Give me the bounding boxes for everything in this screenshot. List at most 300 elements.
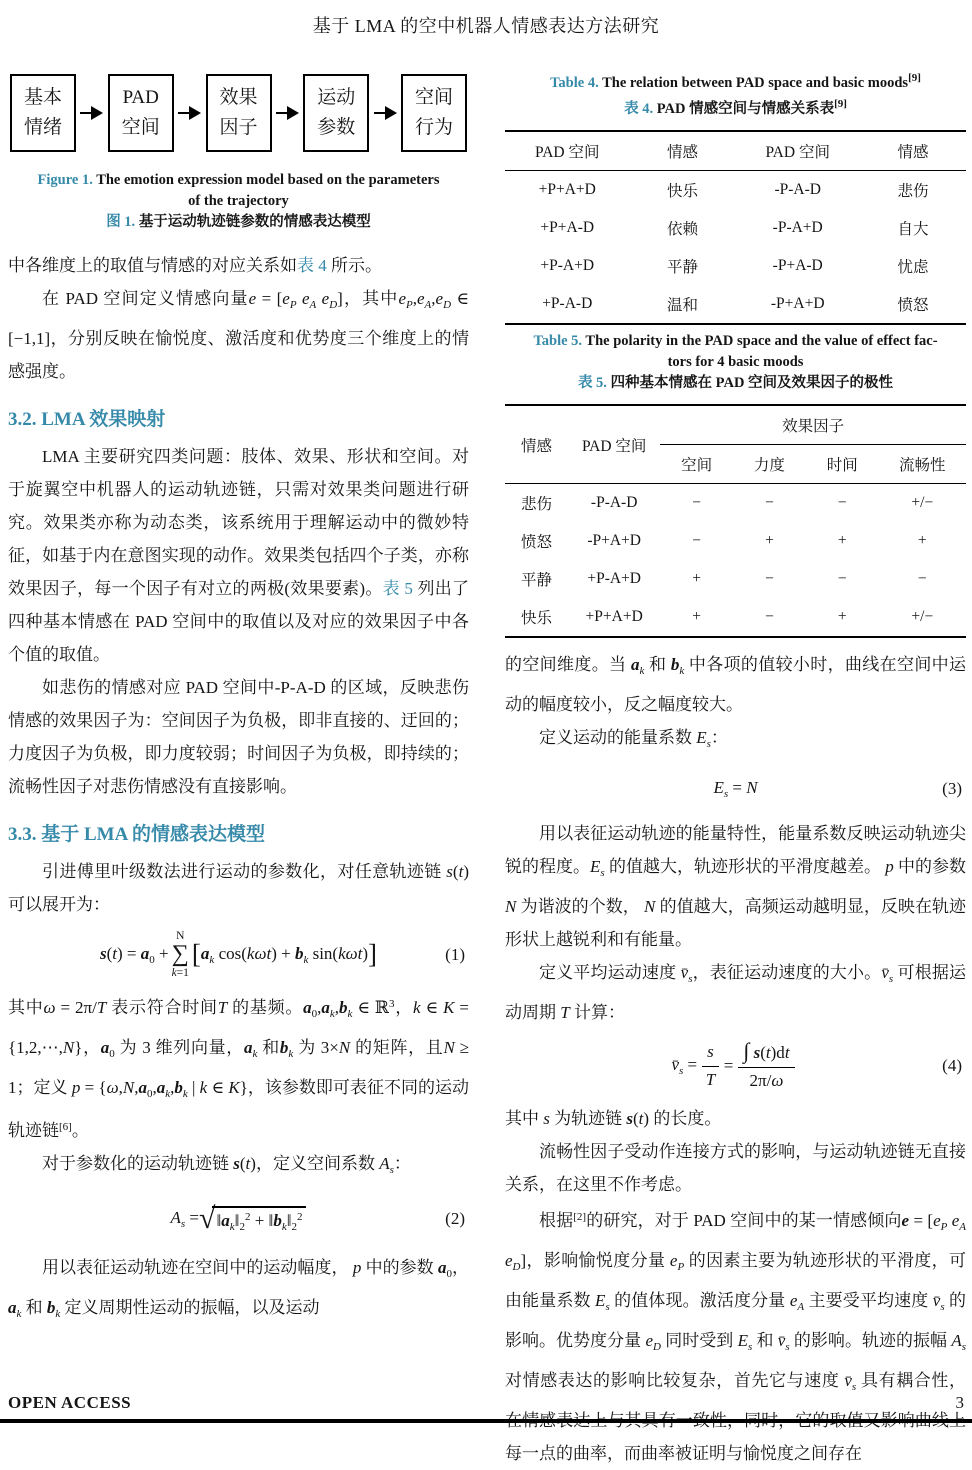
- text-segment: (: [452, 862, 459, 881]
- equation-4: [505, 1038, 966, 1093]
- text-segment: b: [338, 998, 348, 1017]
- text-segment: e: [645, 1331, 653, 1350]
- text-segment: 和: [21, 1298, 47, 1317]
- text-segment: 其中: [8, 998, 44, 1017]
- text-segment: ω: [254, 943, 267, 963]
- text-segment: N: [62, 1038, 75, 1057]
- table-cell: -P+A+D: [587, 532, 641, 549]
- paragraph-param: [8, 1147, 469, 1187]
- text-segment: ω: [345, 943, 358, 963]
- text-segment: 的矩阵，且: [350, 1038, 444, 1057]
- text-segment: b: [46, 1298, 56, 1317]
- caption-text: The relation between PAD space and basic moods: [598, 75, 909, 91]
- sum-upper-limit: N: [176, 930, 185, 942]
- flow-box-line: 空间: [121, 117, 160, 138]
- text-segment: 的基频。: [227, 998, 304, 1017]
- text-segment: }，该参数即可表征不同的运动轨迹链: [8, 1078, 470, 1140]
- figure1-caption-en: [8, 170, 469, 212]
- text-segment: A: [424, 299, 432, 311]
- text-segment: s: [446, 862, 453, 881]
- text-segment: E: [595, 1291, 606, 1310]
- text-segment: T: [705, 1070, 716, 1089]
- sum-lower-limit: [172, 967, 189, 979]
- text-segment: P: [940, 1221, 948, 1233]
- table-cell: -P-A-D: [590, 494, 638, 511]
- text-segment: s: [753, 1043, 761, 1062]
- text-segment: A: [951, 1331, 962, 1350]
- text-segment: ，表征运动速度的大小。: [692, 963, 882, 982]
- text-segment: 2: [244, 1211, 251, 1223]
- paragraph-lma-effect: [8, 440, 469, 671]
- left-column: [8, 62, 469, 1470]
- table-row: [505, 560, 966, 598]
- fraction: [702, 1039, 719, 1092]
- running-head-title: 基于 LMA 的空中机器人情感表达方法研究: [312, 16, 660, 36]
- text-segment: 2: [296, 1211, 303, 1223]
- text-segment: a: [630, 655, 640, 674]
- text-segment: 的研究，对于 PAD 空间中的某一情感倾向: [586, 1211, 902, 1230]
- text-segment: k: [338, 943, 346, 963]
- figure1-caption: [8, 170, 469, 233]
- text-segment: a: [303, 998, 312, 1017]
- cross-reference-link[interactable]: 表 5: [382, 579, 413, 598]
- column-header: PAD 空间: [568, 405, 660, 484]
- text-segment: ) 的长度。: [643, 1109, 722, 1128]
- text-segment: k: [329, 1008, 335, 1020]
- text-segment: ,: [412, 289, 417, 308]
- text-segment: ) +: [271, 943, 295, 963]
- flow-box-line: 基本: [23, 87, 62, 108]
- text-segment: a: [140, 943, 150, 963]
- table4-header: [505, 131, 966, 171]
- text-segment: 和: [257, 1038, 280, 1057]
- text-segment: s: [723, 788, 729, 800]
- paper-page: [0, 12, 972, 1463]
- text-segment: ≥ 1；定义: [8, 1038, 470, 1097]
- text-segment: t: [245, 1154, 251, 1173]
- text-segment: T: [217, 998, 228, 1017]
- table-cell: −: [765, 570, 774, 587]
- text-segment: b: [670, 655, 680, 674]
- citation-ref: [9]: [834, 98, 847, 110]
- equation-lhs: [671, 1055, 697, 1077]
- text-segment: 根据: [539, 1211, 574, 1230]
- text-segment: ) =: [116, 943, 141, 963]
- text-segment: LMA 主要研究四类问题：肢体、效果、形状和空间。对于旋翼空中机器人的运动轨迹链，只需对效果类问题进行研究。效果类亦称为动态类，该系统用于理解运动中的微妙特征，如基于内在意图实现的动作。效果类包括四个子类，亦称效果因子，每一个因子有对立的两极(效果要素)。: [8, 447, 469, 598]
- text-segment: A: [170, 1208, 181, 1227]
- text-segment: ∈: [420, 998, 444, 1017]
- text-segment: }，: [74, 1038, 101, 1057]
- text-segment: b: [174, 1078, 183, 1097]
- text-segment: =: [185, 1208, 200, 1227]
- equation-1: [8, 930, 469, 979]
- text-segment: = {: [80, 1078, 107, 1097]
- text-segment: 2: [239, 1221, 245, 1233]
- text-segment: K: [443, 998, 455, 1017]
- text-segment: 可根据运动周期: [505, 963, 967, 1022]
- flow-box-effect-factor: [206, 74, 272, 152]
- sigma-icon: ∑: [171, 941, 189, 967]
- table-row: [505, 171, 966, 210]
- radical-icon: √: [199, 1202, 216, 1235]
- text-segment: ‖: [216, 1211, 222, 1230]
- table-cell: +: [917, 532, 927, 549]
- text-segment: t: [638, 1109, 644, 1128]
- text-segment: s: [688, 973, 693, 985]
- text-segment: k: [679, 665, 685, 677]
- text-segment: v̄: [932, 1291, 941, 1310]
- text-segment: =: [683, 1054, 698, 1074]
- text-segment: e: [933, 1211, 941, 1230]
- table-row: [505, 247, 966, 285]
- paragraph-fourier: [8, 855, 469, 921]
- table-cell: -P-A-D: [774, 181, 821, 198]
- text-segment: s: [747, 1341, 753, 1353]
- text-segment: 列出了四种基本情感在 PAD 空间中的取值以及对应的效果因子中各个值的取值。: [8, 579, 470, 664]
- two-column-layout: [0, 38, 972, 1470]
- text-segment: =1: [176, 967, 189, 979]
- text-segment: e: [435, 289, 444, 308]
- table-row: [505, 405, 966, 445]
- text-segment: 的值越大，高频运动越明显，反映在轨迹形状上越锐利和有能量。: [505, 897, 966, 949]
- table-row: [505, 285, 966, 324]
- text-segment: 的影响。轨迹的振幅: [789, 1331, 952, 1350]
- column-header: 情感: [505, 405, 568, 484]
- text-segment: 用以表征运动轨迹的能量特性，能量系数反映运动轨迹尖锐的程度。: [505, 824, 966, 876]
- text-segment: D: [443, 299, 452, 311]
- text-segment: ,: [334, 998, 339, 1017]
- table-cell: −: [692, 532, 702, 549]
- paragraph-velocity: [505, 956, 966, 1029]
- table-cell: +: [765, 532, 774, 549]
- table-row: [505, 522, 966, 560]
- table-cell: -P-A+D: [772, 219, 823, 236]
- text-segment: 所示。: [326, 256, 382, 275]
- text-segment: s: [600, 867, 605, 879]
- table4-pad-emotion: [505, 130, 966, 325]
- text-segment: s: [785, 1341, 790, 1353]
- numerator: [738, 1038, 794, 1068]
- text-segment: s: [706, 738, 711, 750]
- text-segment: k: [281, 1221, 287, 1233]
- text-segment: ω: [43, 998, 56, 1017]
- column-header: 情感: [860, 131, 966, 171]
- text-segment: ‖: [286, 1211, 292, 1230]
- text-segment: K: [228, 1078, 240, 1097]
- column-header: PAD 空间: [505, 131, 629, 171]
- text-segment: [6]: [59, 1121, 72, 1133]
- table-cell: 平静: [666, 259, 698, 276]
- table-cell: 自大: [897, 221, 929, 238]
- figure1-caption-zh: [8, 212, 469, 233]
- paragraph-sad-example: [8, 671, 469, 803]
- text-segment: = {1,2,⋯,: [8, 998, 470, 1057]
- text-segment: t: [112, 943, 117, 963]
- text-segment: ：: [393, 1154, 411, 1173]
- text-segment: 用以表征运动轨迹在空间中的运动幅度，: [42, 1258, 353, 1277]
- text-segment: (: [760, 1043, 766, 1062]
- table-cell: 愤怒: [897, 297, 929, 314]
- text-segment: ，: [394, 998, 413, 1017]
- paragraph-dimensions: [8, 249, 469, 282]
- table-label: 表 4.: [624, 101, 654, 117]
- table-cell: 快乐: [666, 183, 698, 200]
- text-segment: s: [543, 1109, 550, 1128]
- column-header: PAD 空间: [735, 131, 859, 171]
- text-segment: t: [765, 1043, 771, 1062]
- text-segment: 定义运动的能量系数: [539, 728, 697, 747]
- text-segment: P: [289, 299, 297, 311]
- text-segment: t: [784, 1043, 790, 1062]
- table-cell: +P-A+D: [540, 257, 595, 274]
- text-segment: 和: [752, 1331, 778, 1350]
- text-segment: ,: [431, 289, 436, 308]
- table-cell: −: [692, 494, 702, 511]
- text-segment: cos(: [214, 943, 247, 963]
- text-segment: = [: [909, 1211, 934, 1230]
- text-segment: 。: [71, 1121, 89, 1140]
- text-segment: D: [652, 1341, 661, 1353]
- bottom-rule: [0, 1419, 972, 1423]
- cross-reference-link[interactable]: 表 4: [297, 256, 327, 275]
- text-segment: 中的参数: [361, 1258, 438, 1277]
- fraction: [738, 1038, 794, 1093]
- text-segment: 主要受平均速度: [804, 1291, 933, 1310]
- text-segment: v̄: [777, 1331, 786, 1350]
- table-cell: +/−: [911, 608, 934, 625]
- text-segment: ): [362, 943, 369, 963]
- text-segment: ∈ [−1,1]，分别反映在愉悦度、激活度和优势度三个维度上的情感强度。: [8, 289, 470, 381]
- text-segment: 为谐波的个数，: [516, 897, 645, 916]
- radicand: [212, 1206, 306, 1233]
- column-header: 情感: [629, 131, 735, 171]
- table-cell: 悲伤: [897, 183, 929, 200]
- open-access-label: OPEN ACCESS: [8, 1393, 132, 1412]
- text-segment: v̄: [881, 963, 889, 982]
- text-segment: ：: [710, 728, 728, 747]
- text-segment: ,: [118, 1078, 123, 1097]
- page-footer: [8, 1393, 964, 1413]
- text-segment: a: [8, 1298, 17, 1317]
- equals-sign: =: [723, 1055, 734, 1075]
- text-segment: e: [248, 289, 257, 308]
- paragraph-fluency: [505, 1135, 966, 1201]
- text-segment: s: [707, 1042, 714, 1061]
- text-segment: a: [100, 1038, 110, 1057]
- text-segment: D: [512, 1261, 521, 1273]
- text-segment: 0: [311, 1008, 318, 1020]
- equation-number: (3): [942, 779, 962, 798]
- page-number: 3: [955, 1393, 964, 1412]
- table-cell: +: [837, 608, 847, 625]
- table4-caption-en: [505, 68, 966, 94]
- flow-box-line: 因子: [219, 117, 258, 138]
- text-segment: 对于参数化的运动轨迹链: [42, 1154, 234, 1173]
- text-segment: ]，其中: [337, 289, 399, 308]
- text-segment: a: [138, 1078, 147, 1097]
- text-segment: k: [171, 967, 177, 979]
- figure-label: 图 1.: [106, 214, 136, 230]
- table5-caption-zh: [505, 373, 966, 394]
- text-segment: E: [696, 728, 707, 747]
- text-segment: ,: [134, 1078, 139, 1097]
- text-segment: A: [379, 1154, 390, 1173]
- text-segment: b: [279, 1038, 289, 1057]
- text-segment: )d: [770, 1043, 785, 1062]
- flow-box-line: 效果: [219, 87, 258, 108]
- text-segment: A: [797, 1301, 805, 1313]
- caption-text: 四种基本情感在 PAD 空间及效果因子的极性: [606, 375, 894, 391]
- flow-box-line: 运动: [317, 87, 356, 108]
- table-cell: −: [765, 494, 774, 511]
- table-row: [505, 209, 966, 247]
- text-segment: a: [200, 943, 210, 963]
- text-segment: t: [458, 862, 464, 881]
- text-segment: k: [413, 998, 421, 1017]
- caption-text: tors for 4 basic moods: [667, 354, 804, 370]
- paragraph-energy-def: [505, 721, 966, 761]
- text-segment: E: [590, 857, 601, 876]
- table-cell: +P+A+D: [585, 608, 643, 625]
- text-segment: T: [96, 998, 107, 1017]
- column-group-header: 效果因子: [660, 405, 966, 445]
- text-segment: 如悲伤的情感对应 PAD 空间中-P-A-D 的区域，反映悲伤情感的效果因子为：空间因子为负极，即非直接的、迂回的；力度因子为负极，即力度较弱；时间因子为负极，即持续的；流畅性因子对悲伤情感没有直接影响。: [8, 678, 469, 796]
- text-segment: ]，影响愉悦度分量: [520, 1251, 670, 1270]
- text-segment: s: [389, 1164, 394, 1176]
- text-segment: (: [239, 1154, 246, 1173]
- text-segment: a: [438, 1258, 447, 1277]
- text-segment: ω: [771, 1071, 784, 1090]
- text-segment: ,: [170, 1078, 175, 1097]
- table-cell: 依赖: [666, 221, 698, 238]
- text-segment: A: [959, 1221, 967, 1233]
- text-segment: ‖: [268, 1211, 274, 1230]
- flow-box-line: 情绪: [23, 117, 62, 138]
- text-segment: e: [282, 289, 290, 308]
- text-segment: N: [338, 1038, 351, 1057]
- text-segment: k: [16, 1308, 22, 1320]
- text-segment: s: [99, 943, 107, 963]
- text-segment: s: [961, 1341, 967, 1353]
- table-cell: -P+A-D: [772, 257, 823, 274]
- table4-body: [505, 171, 966, 325]
- text-segment: ) 可以展开为：: [8, 862, 469, 914]
- equation-body: [713, 778, 757, 800]
- text-segment: e: [901, 1211, 910, 1230]
- text-segment: ∈: [207, 1078, 229, 1097]
- text-segment: 0: [146, 1088, 153, 1100]
- column-subheader: 空间: [660, 445, 733, 484]
- table-cell: 愤怒: [521, 534, 553, 551]
- table4-caption-zh: [505, 94, 966, 120]
- table-row: [505, 131, 966, 171]
- caption-text: The emotion expression model based on the parameters: [92, 172, 440, 188]
- table-cell: +P+A-D: [540, 219, 595, 236]
- section-heading-3-3: 3.3. 基于 LMA 的情感表达模型: [8, 824, 266, 845]
- equation-2: [8, 1196, 469, 1242]
- table-label: 表 5.: [577, 375, 607, 391]
- flow-box-basic-emotion: [10, 74, 76, 152]
- flow-box-motion-params: [303, 74, 369, 152]
- text-segment: A: [309, 299, 317, 311]
- figure1-flowchart: [10, 74, 467, 152]
- text-segment: k: [288, 1048, 294, 1060]
- text-segment: e: [321, 289, 330, 308]
- text-segment: 2: [291, 1221, 297, 1233]
- text-segment: e: [505, 1251, 513, 1270]
- text-segment: s: [180, 1218, 186, 1230]
- flow-box-line: PAD: [122, 87, 159, 108]
- text-segment: 2π/: [749, 1071, 772, 1090]
- text-segment: s: [678, 1064, 684, 1077]
- text-segment: = 2π/: [55, 998, 97, 1017]
- text-segment: b: [294, 943, 304, 963]
- text-segment: P: [406, 299, 413, 311]
- text-segment: k: [246, 943, 255, 963]
- text-segment: k: [303, 953, 309, 966]
- text-segment: t: [357, 943, 363, 963]
- arrow-right-icon: [178, 106, 201, 120]
- denominator: [750, 1068, 784, 1093]
- text-segment: a: [321, 998, 330, 1017]
- text-segment: s: [940, 1301, 945, 1313]
- text-segment: T: [560, 1003, 570, 1022]
- text-segment: 同时受到: [660, 1331, 738, 1350]
- text-segment: E: [737, 1331, 748, 1350]
- text-segment: 在 PAD 空间定义情感向量: [42, 289, 249, 308]
- text-segment: (: [106, 943, 113, 963]
- paragraph-research: [505, 1201, 966, 1470]
- text-segment: +: [154, 943, 169, 963]
- column-subheader: 力度: [733, 445, 806, 484]
- equation-3: [505, 770, 966, 808]
- square-root: [199, 1204, 306, 1234]
- text-segment: b: [273, 1211, 282, 1230]
- table-cell: +: [837, 532, 847, 549]
- text-segment: N: [443, 1038, 455, 1057]
- table-cell: -P+A+D: [770, 295, 825, 312]
- text-segment: 的因素主要为轨迹形状的平滑度，可由能量系数: [505, 1251, 966, 1310]
- text-segment: = [: [256, 289, 283, 308]
- equation-number: (4): [942, 1055, 962, 1075]
- figure-label: Figure 1.: [37, 172, 93, 188]
- text-segment: p: [71, 1078, 81, 1097]
- text-segment: k: [165, 1088, 171, 1100]
- text-segment: v̄: [671, 1054, 679, 1074]
- flow-box-line: 行为: [414, 117, 453, 138]
- text-segment: e: [789, 1291, 798, 1310]
- table-cell: +P-A+D: [587, 570, 641, 587]
- table-cell: −: [837, 570, 847, 587]
- table-cell: +P+A+D: [538, 181, 596, 198]
- right-bracket: ]: [368, 939, 378, 969]
- text-segment: s: [888, 973, 894, 985]
- text-segment: s: [605, 1301, 610, 1313]
- text-segment: s: [233, 1154, 240, 1173]
- numerator: [702, 1039, 719, 1067]
- text-segment: k: [639, 665, 645, 677]
- text-segment: ,: [152, 1078, 157, 1097]
- paragraph-pad-vector: [8, 282, 469, 388]
- column-subheader: 时间: [806, 445, 879, 484]
- table-cell: 温和: [666, 297, 698, 314]
- caption-text: 基于运动轨迹链参数的情感表达模型: [135, 214, 371, 230]
- text-segment: p: [352, 1258, 362, 1277]
- text-segment: sin(: [308, 943, 339, 963]
- text-segment: a: [243, 1038, 253, 1057]
- table-cell: −: [837, 494, 847, 511]
- column-subheader: 流畅性: [879, 445, 966, 484]
